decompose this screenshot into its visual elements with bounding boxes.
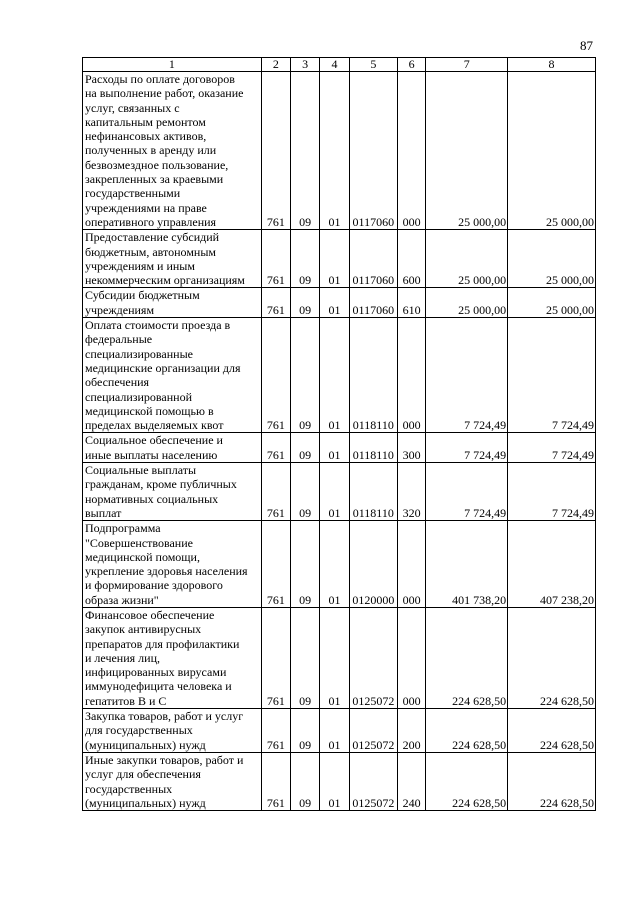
table-row <box>83 521 596 608</box>
section-code: 09 <box>291 752 320 810</box>
ministry-code: 761 <box>261 709 290 753</box>
amount-col7: 7 724,49 <box>426 433 508 463</box>
expense-name: Подпрограмма "Совершенствование медицинской помощи, укрепление здоровья населения и формирование здорового образа жизни" <box>83 521 262 608</box>
ministry-code: 761 <box>261 463 290 521</box>
section-code: 09 <box>291 709 320 753</box>
expense-type-code: 300 <box>398 433 426 463</box>
ministry-code: 761 <box>261 752 290 810</box>
target-article-code: 0118110 <box>349 318 397 433</box>
column-header: 5 <box>349 58 397 72</box>
ministry-code: 761 <box>261 230 290 288</box>
expense-name: Иные закупки товаров, работ и услуг для обеспечения государственных (муниципальных) нужд <box>83 752 262 810</box>
section-code: 09 <box>291 463 320 521</box>
expense-name: Субсидии бюджетным учреждениям <box>83 288 262 318</box>
amount-col8: 7 724,49 <box>508 433 596 463</box>
subsection-code: 01 <box>320 230 349 288</box>
expense-type-code: 240 <box>398 752 426 810</box>
amount-col8: 25 000,00 <box>508 230 596 288</box>
expense-name: Предоставление субсидий бюджетным, автономным учреждениям и иным некоммерческим организациям <box>83 230 262 288</box>
expense-name: Финансовое обеспечение закупок антивирусных препаратов для профилактики и лечения лиц, инфицированных вирусами иммунодефицита человека и гепатитов В и С <box>83 607 262 708</box>
expense-name: Расходы по оплате договоров на выполнение работ, оказание услуг, связанных с капитальным ремонтом нефинансовых активов, полученных в аренду или безвозмездное пользование, закрепленных за краевыми государственными учреждениями на праве оперативного управления <box>83 72 262 230</box>
column-header: 1 <box>83 58 262 72</box>
target-article-code: 0125072 <box>349 709 397 753</box>
amount-col8: 224 628,50 <box>508 752 596 810</box>
amount-col7: 7 724,49 <box>426 318 508 433</box>
amount-col7: 224 628,50 <box>426 752 508 810</box>
table-row <box>83 318 596 433</box>
target-article-code: 0117060 <box>349 230 397 288</box>
amount-col7: 25 000,00 <box>426 288 508 318</box>
column-header: 2 <box>261 58 290 72</box>
subsection-code: 01 <box>320 607 349 708</box>
amount-col7: 25 000,00 <box>426 230 508 288</box>
subsection-code: 01 <box>320 72 349 230</box>
section-code: 09 <box>291 72 320 230</box>
table-row <box>83 709 596 753</box>
target-article-code: 0125072 <box>349 607 397 708</box>
expense-type-code: 320 <box>398 463 426 521</box>
amount-col7: 25 000,00 <box>426 72 508 230</box>
subsection-code: 01 <box>320 318 349 433</box>
subsection-code: 01 <box>320 521 349 608</box>
subsection-code: 01 <box>320 288 349 318</box>
table-row <box>83 607 596 708</box>
table-row <box>83 230 596 288</box>
expense-type-code: 200 <box>398 709 426 753</box>
expense-name: Закупка товаров, работ и услуг для государственных (муниципальных) нужд <box>83 709 262 753</box>
budget-table <box>82 57 596 811</box>
expense-type-code: 000 <box>398 521 426 608</box>
expense-name: Оплата стоимости проезда в федеральные специализированные медицинские организации для обеспечения специализированной медицинской помощью в пределах выделяемых квот <box>83 318 262 433</box>
column-header: 6 <box>398 58 426 72</box>
section-code: 09 <box>291 607 320 708</box>
section-code: 09 <box>291 521 320 608</box>
amount-col8: 407 238,20 <box>508 521 596 608</box>
amount-col7: 224 628,50 <box>426 607 508 708</box>
target-article-code: 0120000 <box>349 521 397 608</box>
ministry-code: 761 <box>261 288 290 318</box>
section-code: 09 <box>291 318 320 433</box>
expense-type-code: 000 <box>398 607 426 708</box>
expense-name: Социальное обеспечение и иные выплаты населению <box>83 433 262 463</box>
section-code: 09 <box>291 230 320 288</box>
column-header: 4 <box>320 58 349 72</box>
column-header: 8 <box>508 58 596 72</box>
target-article-code: 0125072 <box>349 752 397 810</box>
expense-type-code: 600 <box>398 230 426 288</box>
amount-col8: 25 000,00 <box>508 288 596 318</box>
amount-col7: 401 738,20 <box>426 521 508 608</box>
expense-type-code: 000 <box>398 318 426 433</box>
section-code: 09 <box>291 288 320 318</box>
expense-name: Социальные выплаты гражданам, кроме публичных нормативных социальных выплат <box>83 463 262 521</box>
table-row <box>83 288 596 318</box>
column-header: 3 <box>291 58 320 72</box>
ministry-code: 761 <box>261 607 290 708</box>
target-article-code: 0117060 <box>349 72 397 230</box>
subsection-code: 01 <box>320 752 349 810</box>
table-row <box>83 72 596 230</box>
target-article-code: 0118110 <box>349 463 397 521</box>
page-number: 87 <box>580 38 593 53</box>
expense-type-code: 610 <box>398 288 426 318</box>
target-article-code: 0117060 <box>349 288 397 318</box>
amount-col8: 25 000,00 <box>508 72 596 230</box>
amount-col8: 7 724,49 <box>508 463 596 521</box>
ministry-code: 761 <box>261 521 290 608</box>
target-article-code: 0118110 <box>349 433 397 463</box>
subsection-code: 01 <box>320 463 349 521</box>
column-header-row <box>83 58 596 72</box>
amount-col8: 224 628,50 <box>508 607 596 708</box>
table-row <box>83 752 596 810</box>
amount-col8: 224 628,50 <box>508 709 596 753</box>
ministry-code: 761 <box>261 433 290 463</box>
subsection-code: 01 <box>320 709 349 753</box>
amount-col7: 7 724,49 <box>426 463 508 521</box>
ministry-code: 761 <box>261 72 290 230</box>
subsection-code: 01 <box>320 433 349 463</box>
expense-type-code: 000 <box>398 72 426 230</box>
ministry-code: 761 <box>261 318 290 433</box>
section-code: 09 <box>291 433 320 463</box>
table-row <box>83 433 596 463</box>
column-header: 7 <box>426 58 508 72</box>
amount-col8: 7 724,49 <box>508 318 596 433</box>
amount-col7: 224 628,50 <box>426 709 508 753</box>
table-row <box>83 463 596 521</box>
